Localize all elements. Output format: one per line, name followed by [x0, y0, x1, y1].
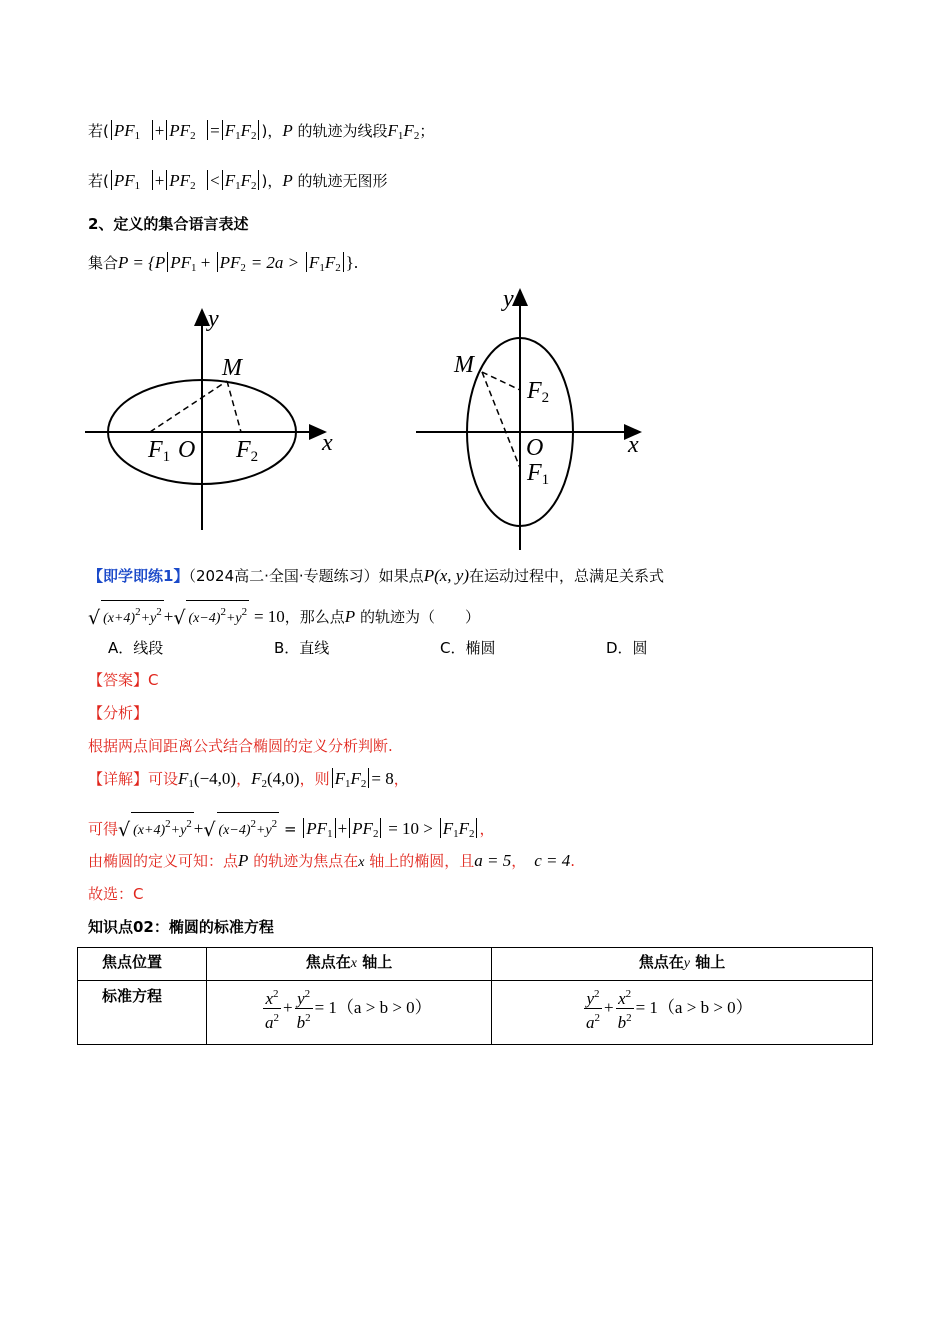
segment-mf2: [482, 372, 520, 390]
condition-equal-line: 若( $PF_1 + PF_2 = F_1F_2$ )，P 的轨迹为线段$F_1F_2$；: [88, 121, 435, 142]
x-label: x: [628, 432, 639, 458]
origin-label: O: [526, 435, 544, 461]
final-answer: 故选：C: [88, 885, 144, 903]
equation-x-focus: $\frac{x^2}{a^2}$ + $\frac{y^2}{b^2}$ = 1（a > b > 0）: [207, 981, 492, 1045]
answer-label: 【答案】C: [88, 671, 159, 689]
analysis-label: 【分析】: [88, 704, 149, 722]
ellipse-figures: [0, 280, 950, 560]
header-x-axis: 焦点在x 轴上: [207, 948, 492, 981]
option-d[interactable]: D．圆: [606, 639, 648, 657]
header-y-axis: 焦点在y 轴上: [492, 948, 873, 981]
option-c[interactable]: C．椭圆: [440, 639, 496, 657]
conclusion-line: 由椭圆的定义可知：点P 的轨迹为焦点在x 轴上的椭圆，且a = 5， c = 4.: [88, 851, 576, 870]
segment-mf2: [227, 381, 241, 432]
f2-label: F2: [527, 378, 550, 406]
section-heading: 2、定义的集合语言表述: [88, 215, 249, 233]
segment-mf1: [482, 372, 520, 468]
f1-label: F1: [148, 437, 171, 465]
set-definition: 集合P = {P $PF_1 + PF_2 = 2a > F_1F_2$ }.: [88, 253, 359, 274]
condition-less-line: 若( $PF_1 + PF_2 < F_1F_2$ )，P 的轨迹无图形: [88, 171, 388, 192]
header-focus-position: 焦点位置: [78, 948, 207, 981]
option-b[interactable]: B．直线: [274, 639, 330, 657]
horizontal-ellipse-figure: [85, 306, 333, 530]
equation-y-focus: $\frac{y^2}{a^2}$ + $\frac{x^2}{b^2}$ = 1（a > b > 0）: [492, 981, 873, 1045]
exercise-options: [108, 637, 648, 659]
f2-label: F2: [236, 437, 259, 465]
point-m-label: M: [222, 355, 242, 381]
analysis-text: 根据两点间距离公式结合椭圆的定义分析判断.: [88, 737, 393, 755]
f1-label: F1: [527, 460, 550, 488]
row-label-standard-equation: 标准方程: [78, 981, 207, 1045]
detail-line: 【详解】可设$F_1(-4,0)$，$F_2(4,0)$，则 $F_1F_2 = 8$，: [88, 769, 409, 790]
x-label: x: [322, 430, 333, 456]
option-a[interactable]: A．线段: [108, 639, 164, 657]
segment-mf1: [150, 381, 227, 432]
y-label: y: [208, 306, 219, 332]
derivation-line: 可得√ $(x+4)^2+y^2$ +√ $(x-4)^2+y^2 = PF_1 + PF_2 = 10 > F_1F_2$ ，: [88, 812, 494, 845]
origin-label: O: [178, 437, 196, 463]
exercise-stem-line1: 【即学即练1】（2024高二·全国·专题练习）如果点P(x, y)在运动过程中，总满足关系式: [88, 566, 665, 585]
exercise-stem-line2: √ $(x+4)^2+y^2$ +√ $(x-4)^2+y^2 = 10$，那么点P 的轨迹为（ ）: [88, 600, 480, 630]
y-label: y: [503, 286, 514, 312]
knowledge-heading: 知识点02：椭圆的标准方程: [88, 918, 274, 936]
point-m-label: M: [454, 352, 474, 378]
standard-equation-table: [77, 947, 873, 1045]
vertical-ellipse-figure: [416, 286, 640, 550]
